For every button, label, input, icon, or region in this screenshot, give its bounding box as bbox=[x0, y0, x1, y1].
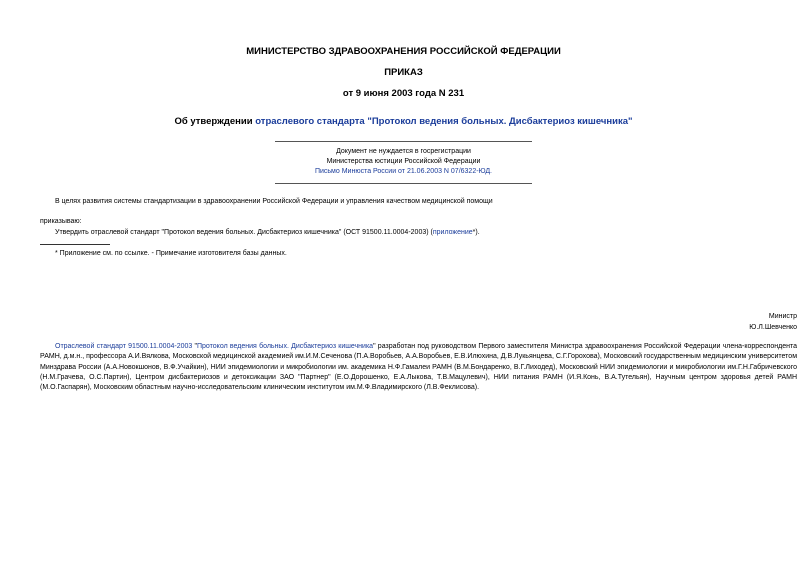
date-number-heading: от 9 июня 2003 года N 231 bbox=[342, 88, 465, 99]
registration-line-2: Министерства юстиции Российской Федерации bbox=[326, 158, 481, 165]
preamble-text: В целях развития системы стандартизации в здравоохранении Российской Федерации и управления качеством медицинской помощи bbox=[55, 198, 493, 205]
divider-bottom bbox=[275, 183, 532, 184]
minjust-letter-link[interactable]: Письмо Минюста России от 21.06.2003 N 07/6322-ЮД. bbox=[314, 168, 493, 175]
document-title bbox=[0, 116, 807, 127]
registration-line-1: Документ не нуждается в госрегистрации bbox=[336, 148, 471, 155]
registration-line-3 bbox=[0, 167, 807, 177]
order-item-text: Утвердить отраслевой стандарт "Протокол ведения больных. Дисбактериоз кишечника" (ОСТ 91500.11.0004-2003) ( bbox=[55, 229, 433, 236]
developers-text: " разработан под руководством Первого заместителя Министра здравоохранения Российской Федерации члена-корреспондента РАМН, д.м.н., профессора А.И.Вялкова, Московской медицинской академией им.И.М.Сеченова (П.А.Воробьев, А.А.Воробьев, Е.В.Илюхина, Д.В.Лукьянцева, С.Г.Горохова), Московский государственным медицинским университетом Минздрава России (А.А.Новокшонов, В.Ф.Учайкин), НИИ эпидемиологии и микробиологии им. академика Н.Ф.Гамалеи РАМН (В.М.Бондаренко, В.Г.Лиходед), Московский НИИ эпидемиологии и микробиологии им.Г.Н.Габричевского (Н.М.Грачева, О.С.Партин), Центром дисбактериозов и детоксикации ЗАО "Партнер" (Е.О.Дорошенко, Е.А.Лыкова, Т.В.Мацулевич), НИИ питания РАМН (И.Я.Конь, В.А.Тутельян), Научным центром здоровья детей РАМН (М.О.Гаспарян), Московским областным научно-исследовательским клиническим институтом им.М.Ф.Владимирского (Л.В.Феклисова). bbox=[40, 343, 798, 392]
appendix-link[interactable]: приложение bbox=[432, 229, 473, 236]
signature-position: Министр bbox=[768, 313, 797, 320]
standard-title-link[interactable]: отраслевого стандарта "Протокол ведения больных. Дисбактериоз кишечника" bbox=[255, 116, 633, 127]
order-item bbox=[55, 229, 480, 236]
footnote-text: * Приложение см. по ссылке. - Примечание изготовителя базы данных. bbox=[55, 250, 287, 257]
order-item-tail: *). bbox=[472, 229, 480, 236]
developers-space: " bbox=[192, 343, 197, 350]
order-word: приказываю: bbox=[40, 218, 82, 225]
ministry-heading: МИНИСТЕРСТВО ЗДРАВООХРАНЕНИЯ РОССИЙСКОЙ ФЕДЕРАЦИИ bbox=[246, 46, 561, 57]
title-prefix: Об утверждении bbox=[174, 116, 256, 127]
divider-top bbox=[275, 141, 532, 142]
footnote-divider bbox=[40, 244, 110, 245]
standard-name-link[interactable]: Протокол ведения больных. Дисбактериоз кишечника bbox=[197, 343, 374, 350]
doc-type-heading: ПРИКАЗ bbox=[384, 67, 423, 78]
standard-number-link[interactable]: Отраслевой стандарт 91500.11.0004-2003 bbox=[55, 343, 193, 350]
signature-name: Ю.Л.Шевченко bbox=[749, 324, 797, 331]
developers-paragraph bbox=[40, 342, 797, 393]
